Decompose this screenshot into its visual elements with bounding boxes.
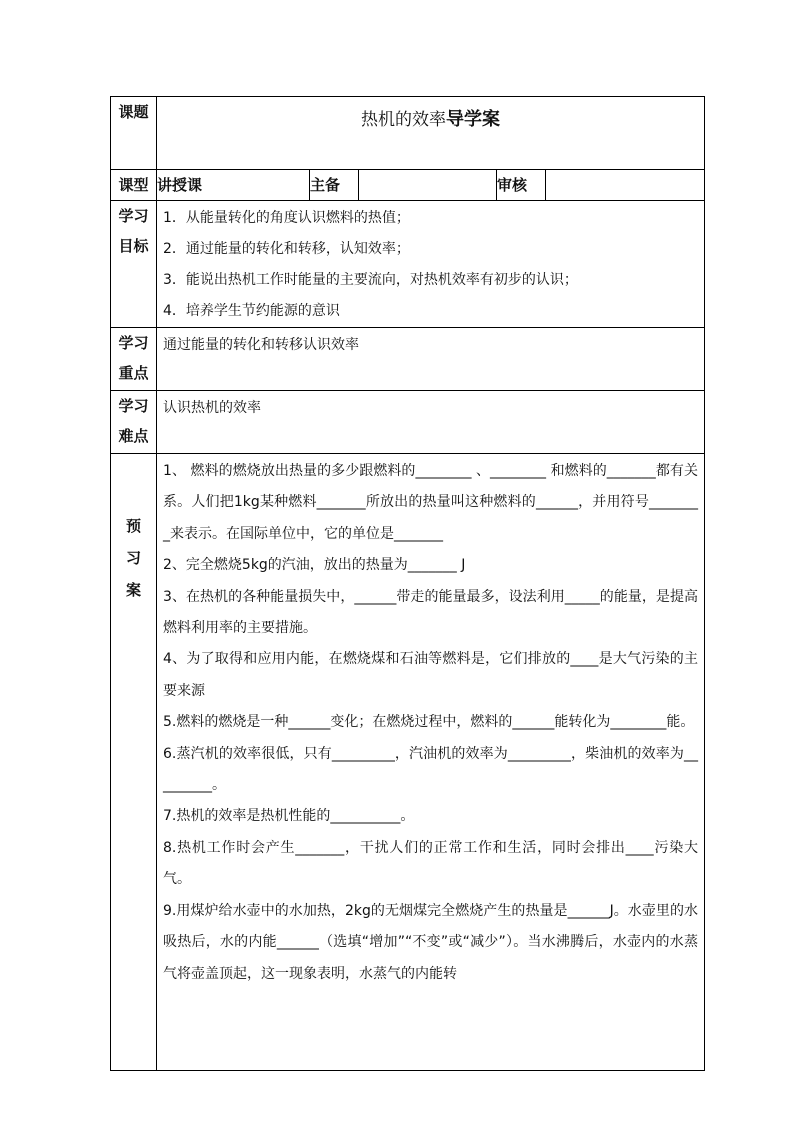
difficulty-text: 认识热机的效率 bbox=[163, 400, 261, 416]
focus-label-line-2: 重点 bbox=[118, 364, 149, 382]
goal-item: 1．从能量转化的角度认识燃料的热值； bbox=[163, 210, 410, 226]
preview-label-char-3: 案 bbox=[125, 581, 141, 599]
type-label: 课型 bbox=[111, 170, 157, 201]
preview-item: 1、 燃料的燃烧放出热量的多少跟燃料的________ 、________ 和燃料的_______都有关系。人们把1kg某种燃料_______所放出的热量叫这种燃料的______，并用符号________来表示。在国际单位中，它的单位是_______ bbox=[163, 463, 698, 542]
goals-content bbox=[157, 201, 705, 328]
difficulty-content bbox=[157, 391, 705, 454]
preview-label-char-2: 习 bbox=[125, 549, 141, 567]
preview-label-char-1: 预 bbox=[125, 517, 141, 535]
difficulty-row bbox=[111, 391, 705, 454]
preview-item: 6.蒸汽机的效率很低，只有_________，汽油机的效率为_________，柴油机的效率为_________。 bbox=[163, 745, 698, 794]
preview-content bbox=[157, 454, 705, 1071]
focus-label-line-1: 学习 bbox=[118, 334, 149, 352]
goals-label-line-1: 学习 bbox=[118, 207, 149, 225]
main-label: 主备 bbox=[310, 170, 359, 201]
goals-label-line-2: 目标 bbox=[118, 237, 149, 255]
difficulty-label bbox=[111, 391, 157, 454]
course-label bbox=[111, 97, 157, 170]
title-bold: 导学案 bbox=[446, 109, 500, 130]
course-label-text bbox=[111, 97, 156, 127]
preview-item: 2、完全燃烧5kg的汽油，放出的热量为_______ J bbox=[163, 557, 466, 574]
title-row bbox=[111, 97, 705, 170]
course-label-char-1: 课 bbox=[118, 103, 134, 121]
preview-item: 3、在热机的各种能量损失中，______带走的能量最多，设法利用_____的能量，是提高燃料利用率的主要措施。 bbox=[163, 588, 698, 637]
preview-row bbox=[111, 454, 705, 1071]
preview-item: 8.热机工作时会产生_______，干扰人们的正常工作和生活，同时会排出____污染大气。 bbox=[163, 839, 698, 888]
focus-text: 通过能量的转化和转移认识效率 bbox=[163, 337, 359, 353]
type-value: 讲授课 bbox=[157, 170, 310, 201]
focus-row bbox=[111, 328, 705, 391]
meta-row bbox=[111, 170, 705, 201]
focus-label bbox=[111, 328, 157, 391]
goals-label bbox=[111, 201, 157, 328]
preview-item: 9.用煤炉给水壶中的水加热，2kg的无烟煤完全燃烧产生的热量是______J。水壶里的水吸热后，水的内能______（选填“增加”“不变”或“减少”）。当水沸腾后，水壶内的水蒸气将壶盖顶起，这一现象表明，水蒸气的内能转 bbox=[163, 902, 698, 982]
goal-item: 2．通过能量的转化和转移，认知效率； bbox=[163, 241, 410, 257]
goals-row bbox=[111, 201, 705, 328]
goal-item: 3．能说出热机工作时能量的主要流向，对热机效率有初步的认识； bbox=[163, 272, 578, 288]
lesson-plan-table bbox=[110, 96, 705, 1071]
review-label: 审核 bbox=[497, 170, 546, 201]
title-cell bbox=[157, 97, 705, 170]
goal-item: 4．培养学生节约能源的意识 bbox=[163, 303, 340, 319]
preview-item: 5.燃料的燃烧是一种______变化；在燃烧过程中，燃料的______能转化为________能。 bbox=[163, 714, 695, 731]
course-label-char-2: 题 bbox=[133, 103, 149, 121]
preview-item: 7.热机的效率是热机性能的__________。 bbox=[163, 808, 415, 825]
preview-label bbox=[111, 454, 157, 1071]
focus-content bbox=[157, 328, 705, 391]
preview-item: 4、为了取得和应用内能，在燃烧煤和石油等燃料是，它们排放的____是大气污染的主要来源 bbox=[163, 651, 698, 699]
difficulty-label-line-2: 难点 bbox=[118, 427, 149, 445]
title-plain: 热机的效率 bbox=[361, 110, 446, 130]
difficulty-label-line-1: 学习 bbox=[118, 397, 149, 415]
main-value bbox=[359, 170, 497, 201]
review-value bbox=[546, 170, 705, 201]
page-title bbox=[157, 105, 704, 131]
